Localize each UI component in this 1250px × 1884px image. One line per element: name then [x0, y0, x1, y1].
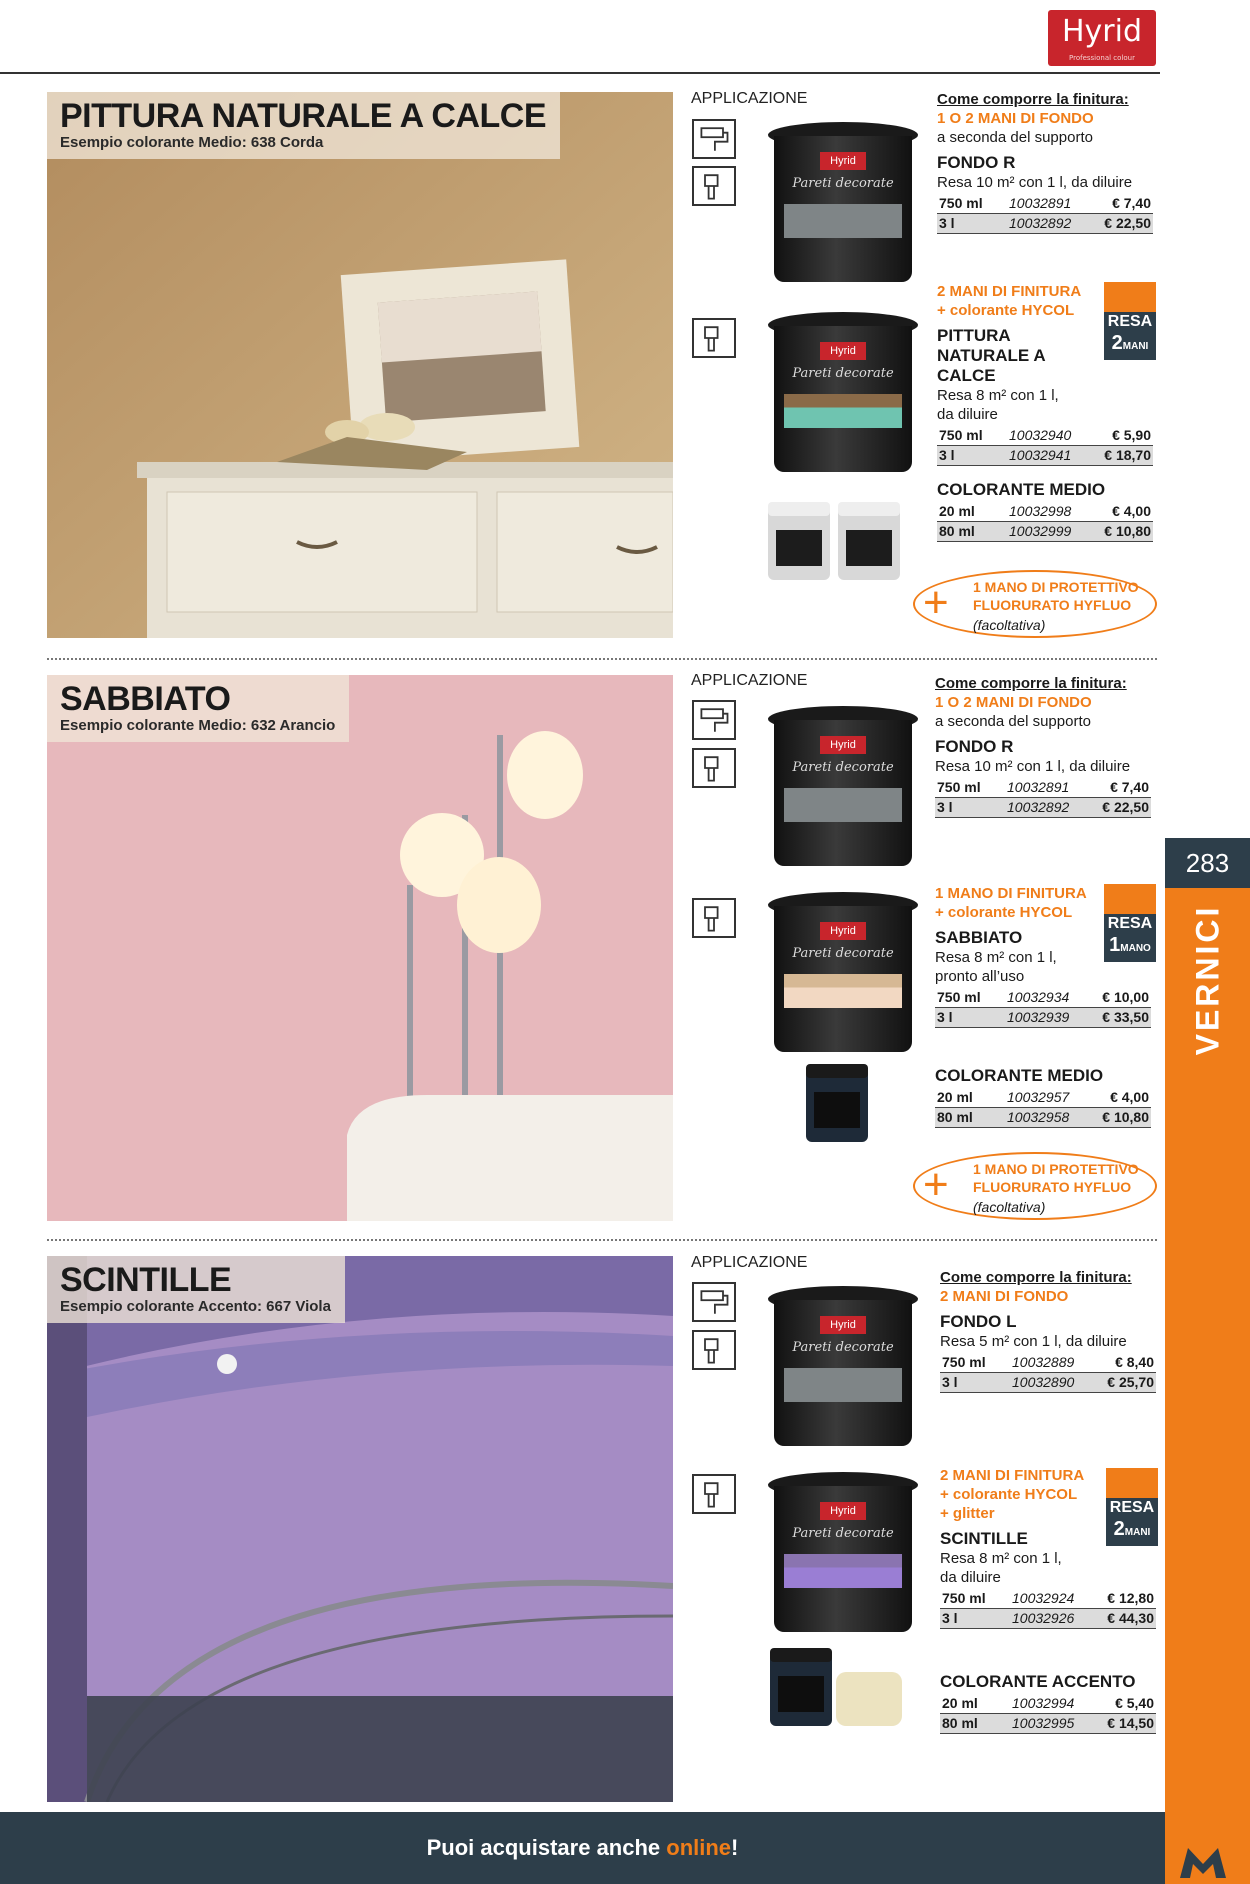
section-divider — [47, 1239, 1157, 1241]
roller-icon — [692, 119, 736, 159]
hyrid-logo: Hyrid Professional colour — [1048, 10, 1156, 66]
colorant-sabbiato: COLORANTE MEDIO 20 ml 10032957 € 4,00 80 ml 10032958 € 10,80 — [935, 1060, 1155, 1128]
colorant-jar — [770, 1648, 832, 1726]
photo-scintille — [47, 1256, 673, 1802]
price-table — [940, 1588, 1156, 1629]
brush-icon — [692, 1330, 736, 1370]
application-label: APPLICAZIONE — [691, 90, 808, 107]
m-logo-icon — [1178, 1846, 1228, 1880]
finish-coat-sabbiato: 1 MANO DI FINITURA + colorante HYCOL SABBIATO Resa 8 m² con 1 l, pronto all’uso 750 ml 10032934 € 10,00 3 l 10032939 € 33,50 — [935, 884, 1155, 1028]
section-title-box — [47, 1256, 345, 1323]
section-title: SABBIATO — [60, 680, 231, 718]
price-table — [937, 425, 1153, 466]
colorant-calce: COLORANTE MEDIO 20 ml 10032998 € 4,00 80 ml 10032999 € 10,80 — [937, 474, 1157, 542]
protective-note: + 1 MANO DI PROTETTIVO FLUORURATO HYFLUO (facoltativa) — [913, 570, 1157, 638]
table-row: 80 ml 10032999 € 10,80 — [939, 523, 1151, 539]
section-title-box — [47, 92, 560, 159]
price-table — [937, 501, 1153, 542]
table-row: 20 ml 10032957 € 4,00 — [935, 1087, 1151, 1107]
colorant-jar — [806, 1064, 868, 1142]
product-bucket-fondo: Hyrid Pareti decorate — [768, 1286, 918, 1446]
table-row: 750 ml 10032940 € 5,90 — [937, 425, 1153, 445]
price-table — [937, 193, 1153, 234]
brush-icon — [692, 166, 736, 206]
resa-badge: RESA 1MANO — [1104, 884, 1156, 962]
glitter-jar — [836, 1672, 902, 1726]
product-bucket-fondo: Hyrid Pareti decorate — [768, 122, 918, 282]
table-row: 3 l 10032926 € 44,30 — [942, 1610, 1154, 1626]
section-label: VERNICI — [1189, 904, 1225, 1056]
brush-icon — [692, 318, 736, 358]
product-bucket-finitura: Hyrid Pareti decorate — [768, 892, 918, 1052]
price-table — [935, 777, 1151, 818]
table-row: 3 l 10032939 € 33,50 — [937, 1009, 1149, 1025]
section-subtitle: Esempio colorante Medio: 632 Arancio — [60, 717, 336, 734]
product-bucket-finitura: Hyrid Pareti decorate — [768, 1472, 918, 1632]
finish-coat-scintille: 2 MANI DI FINITURA + colorante HYCOL + glitter SCINTILLE Resa 8 m² con 1 l, da diluire 750 ml 10032924 € 12,80 3 l 10032926 € 44,30 — [940, 1466, 1160, 1629]
section-divider — [47, 658, 1157, 660]
brush-icon — [692, 1474, 736, 1514]
roller-icon — [692, 1282, 736, 1322]
table-row: 80 ml 10032958 € 10,80 — [937, 1109, 1149, 1125]
price-table — [935, 987, 1151, 1028]
plus-icon: + — [923, 1160, 949, 1209]
protective-note: + 1 MANO DI PROTETTIVO FLUORURATO HYFLUO (facoltativa) — [913, 1152, 1157, 1220]
table-row: 750 ml 10032924 € 12,80 — [940, 1588, 1156, 1608]
application-label: APPLICAZIONE — [691, 672, 808, 689]
finish-steps-sabbiato: Come comporre la finitura: 1 O 2 MANI DI FONDO a seconda del supporto FONDO R Resa 10 m² con 1 l, da diluire 750 ml 10032891 € 7,40 3 l 10032892 € 22,50 — [935, 674, 1155, 818]
finish-steps-scintille: Come comporre la finitura: 2 MANI DI FONDO FONDO L Resa 5 m² con 1 l, da diluire 750 ml 10032889 € 8,40 3 l 10032890 € 25,70 — [940, 1268, 1160, 1393]
product-bucket-fondo: Hyrid Pareti decorate — [768, 706, 918, 866]
price-table — [940, 1693, 1156, 1734]
table-row: 3 l 10032892 € 22,50 — [937, 799, 1149, 815]
table-row: 3 l 10032892 € 22,50 — [939, 215, 1151, 231]
footer-online-link[interactable]: Puoi acquistare anche online! — [426, 1835, 739, 1860]
section-title: PITTURA NATURALE A CALCE — [60, 97, 546, 135]
colorant-jar — [838, 502, 900, 580]
resa-badge: RESA 2MANI — [1104, 282, 1156, 360]
plus-icon: + — [923, 578, 949, 627]
brush-icon — [692, 898, 736, 938]
photo-sabbiato — [47, 675, 673, 1221]
table-row: 3 l 10032941 € 18,70 — [939, 447, 1151, 463]
table-row: 20 ml 10032994 € 5,40 — [940, 1693, 1156, 1713]
table-row: 20 ml 10032998 € 4,00 — [937, 501, 1153, 521]
product-bucket-finitura: Hyrid Pareti decorate — [768, 312, 918, 472]
photo-calce — [47, 92, 673, 638]
table-row: 750 ml 10032889 € 8,40 — [940, 1352, 1156, 1372]
section-title-box — [47, 675, 349, 742]
header-rule — [0, 72, 1160, 74]
table-row: 3 l 10032890 € 25,70 — [942, 1374, 1154, 1390]
brush-icon — [692, 748, 736, 788]
application-label: APPLICAZIONE — [691, 1254, 808, 1271]
table-row: 750 ml 10032891 € 7,40 — [937, 193, 1153, 213]
finish-coat-calce: 2 MANI DI FINITURA + colorante HYCOL PITTURA NATURALE A CALCE Resa 8 m² con 1 l, da diluire 750 ml 10032940 € 5,90 3 l 10032941 € 18,70 — [937, 282, 1157, 466]
colorant-scintille: COLORANTE ACCENTO 20 ml 10032994 € 5,40 80 ml 10032995 € 14,50 — [940, 1666, 1160, 1734]
table-row: 750 ml 10032891 € 7,40 — [935, 777, 1151, 797]
colorant-jar — [768, 502, 830, 580]
price-table — [935, 1087, 1151, 1128]
table-row: 750 ml 10032934 € 10,00 — [935, 987, 1151, 1007]
page-number: 283 — [1165, 838, 1250, 888]
resa-badge: RESA 2MANI — [1106, 1468, 1158, 1546]
section-title: SCINTILLE — [60, 1261, 232, 1299]
section-subtitle: Esempio colorante Medio: 638 Corda — [60, 134, 324, 151]
price-table — [940, 1352, 1156, 1393]
roller-icon — [692, 700, 736, 740]
table-row: 80 ml 10032995 € 14,50 — [942, 1715, 1154, 1731]
finish-steps-calce: Come comporre la finitura: 1 O 2 MANI DI FONDO a seconda del supporto FONDO R Resa 10 m² con 1 l, da diluire 750 ml 10032891 € 7,40 3 l 10032892 € 22,50 — [937, 90, 1157, 234]
section-subtitle: Esempio colorante Accento: 667 Viola — [60, 1298, 331, 1315]
